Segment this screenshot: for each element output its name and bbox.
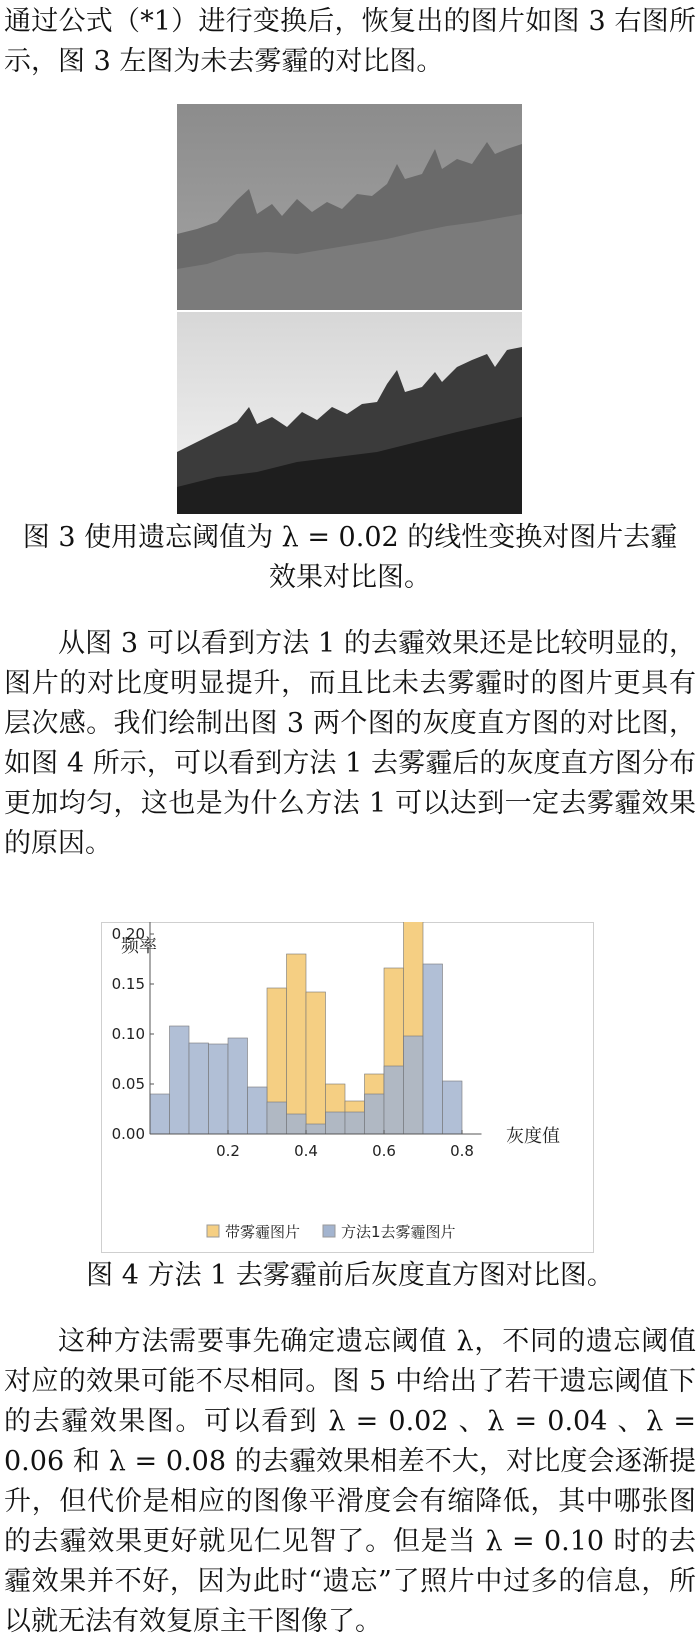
- x-tick-label: 0.2: [216, 1142, 240, 1160]
- histogram-bar-dehazed: [365, 1094, 385, 1134]
- x-tick-label: 0.4: [294, 1142, 318, 1160]
- histogram-bar-dehazed: [443, 1081, 463, 1134]
- legend-swatch-dehazed: [323, 1225, 335, 1237]
- histogram-bar-hazy: [287, 954, 307, 1134]
- paragraph-threshold: 这种方法需要事先确定遗忘阈值 λ，不同的遗忘阈值对应的效果可能不尽相同。图 5 中给出了若干遗忘阈值下的去霾效果图。可以看到 λ = 0.02 、λ = 0.04 、λ = 0.06 和 λ = 0.08 的去霾效果相差不大，对比度会逐渐提升，但代价是相应的图像平滑度会有缩降低，其中哪张图的去霾效果更好就见仁见智了。但是当 λ = 0.10 时的去霾效果并不好，因为此时“遗忘”了照片中过多的信息，所以就无法有效复原主干图像了。: [4, 1326, 696, 1637]
- y-tick-label: 0.10: [111, 1025, 145, 1043]
- histogram-bar-dehazed: [228, 1038, 248, 1134]
- y-tick-label: 0.00: [111, 1125, 145, 1143]
- histogram-bar-dehazed: [326, 1112, 346, 1134]
- histogram-bar-dehazed: [189, 1043, 209, 1134]
- legend-swatch-hazy: [207, 1225, 219, 1237]
- x-tick-label: 0.8: [450, 1142, 474, 1160]
- figure-3-caption-line1: 图 3 使用遗忘阈值为 λ = 0.02 的线性变换对图片去霾: [22, 522, 678, 553]
- x-axis-label: 灰度值: [506, 1126, 560, 1147]
- histogram-bar-dehazed: [345, 1112, 365, 1134]
- x-tick-label: 0.6: [372, 1142, 396, 1160]
- y-tick-label: 0.20: [111, 925, 145, 943]
- histogram-bar-hazy: [306, 992, 326, 1134]
- histogram-bar-dehazed: [404, 1036, 424, 1134]
- y-axis-label: 频率: [121, 936, 157, 957]
- paragraph-analysis: 从图 3 可以看到方法 1 的去霾效果还是比较明显的，图片的对比度明显提升，而且比未去雾霾时的图片更具有层次感。我们绘制出图 3 两个图的灰度直方图的对比图，如图 4 所示，可以看到方法 1 去雾霾后的灰度直方图分布更加均匀，这也是为什么方法 1 可以达到一定去雾霾效果的原因。: [4, 628, 696, 859]
- histogram-bar-dehazed: [170, 1026, 190, 1134]
- histogram-bar-dehazed: [150, 1094, 170, 1134]
- hazy-forest-photo: [177, 104, 522, 310]
- paragraph-intro: 通过公式（*1）进行变换后，恢复出的图片如图 3 右图所示，图 3 左图为未去雾霾的对比图。: [4, 6, 696, 77]
- histogram-bar-dehazed: [423, 964, 443, 1134]
- histogram-bar-dehazed: [209, 1044, 229, 1134]
- dehazed-forest-photo: [177, 312, 522, 514]
- figure-3-caption-line2: 效果对比图。: [269, 562, 431, 593]
- figure-4-caption: 图 4 方法 1 去雾霾前后灰度直方图对比图。: [86, 1260, 614, 1291]
- legend-label-hazy: 带雾霾图片: [225, 1223, 301, 1241]
- legend-label-dehazed: 方法1去雾霾图片: [341, 1223, 456, 1241]
- histogram-bar-dehazed: [267, 1102, 287, 1134]
- histogram-bar-dehazed: [384, 1066, 404, 1134]
- y-tick-label: 0.15: [111, 975, 145, 993]
- histogram-bar-dehazed: [287, 1114, 307, 1134]
- histogram-bar-dehazed: [248, 1087, 268, 1134]
- histogram-bar-dehazed: [306, 1124, 326, 1134]
- y-tick-label: 0.05: [111, 1075, 145, 1093]
- grayscale-histogram-chart: [101, 922, 594, 1253]
